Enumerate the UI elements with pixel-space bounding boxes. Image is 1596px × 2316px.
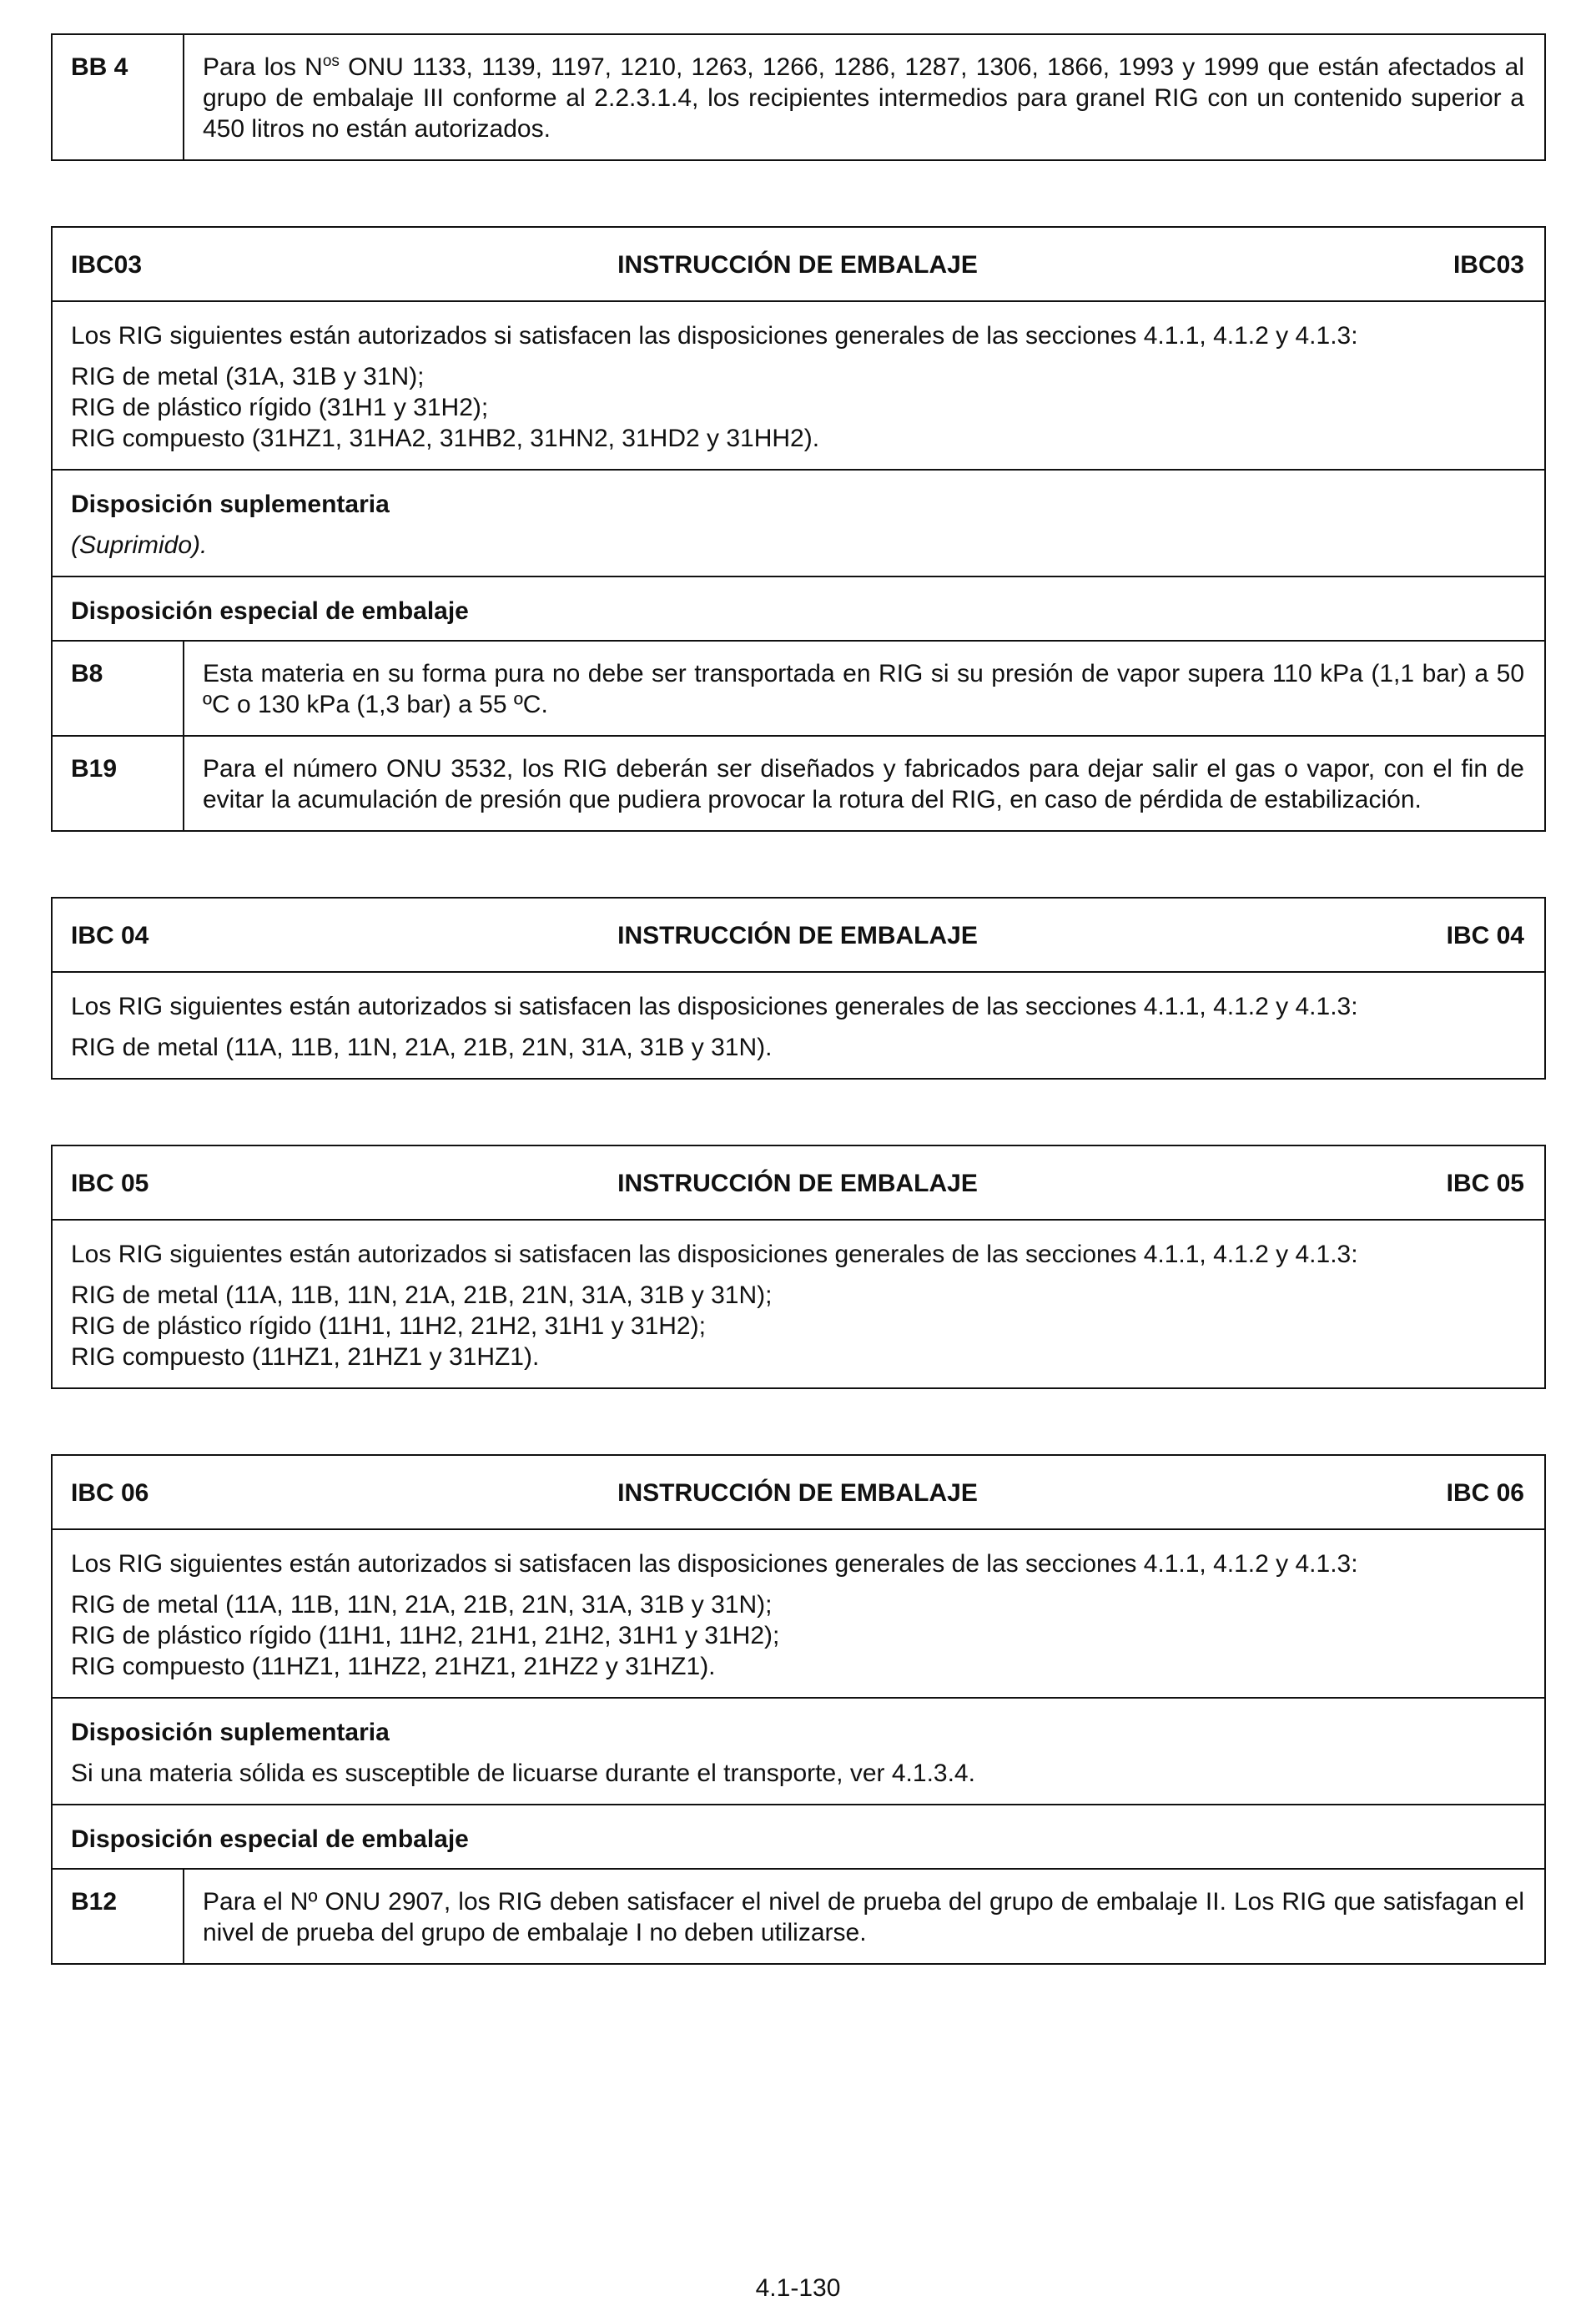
ibc03-line: RIG compuesto (31HZ1, 31HA2, 31HB2, 31HN2, 31HD2 y 31HH2). <box>71 425 820 452</box>
ibc06-supplementary <box>53 1697 1544 1804</box>
ibc04-intro: Los RIG siguientes están autorizados si satisfacen las disposiciones generales de las secciones 4.1.1, 4.1.2 y 4.1.3: <box>71 993 1358 1020</box>
ibc03-special-code: B19 <box>53 737 184 830</box>
ibc06-special-header <box>53 1804 1544 1868</box>
ibc03-special-header <box>53 576 1544 640</box>
ibc03-code-left: IBC03 <box>71 251 143 279</box>
ibc05-authorized <box>53 1219 1544 1387</box>
ibc05-line: RIG de metal (11A, 11B, 11N, 21A, 21B, 21N, 31A, 31B y 31N); <box>71 1281 773 1309</box>
ibc06-code-right: IBC 06 <box>1446 1479 1524 1507</box>
bb4-row <box>53 35 1544 159</box>
ibc03-line: RIG de plástico rígido (31H1 y 31H2); <box>71 394 489 421</box>
bb4-text <box>184 35 1544 159</box>
ibc06-special-row <box>53 1868 1544 1963</box>
ibc06-special-title: Disposición especial de embalaje <box>71 1825 469 1853</box>
ibc06-header <box>53 1456 1544 1528</box>
page-number: 4.1-130 <box>755 2274 841 2302</box>
ibc06-line: RIG de metal (11A, 11B, 11N, 21A, 21B, 21N, 31A, 31B y 31N); <box>71 1591 773 1619</box>
document-page <box>51 33 1546 1965</box>
ibc03-special-code: B8 <box>53 642 184 735</box>
ibc06-line: RIG compuesto (11HZ1, 11HZ2, 21HZ1, 21HZ2 y 31HZ1). <box>71 1653 716 1680</box>
ibc05-line: RIG de plástico rígido (11H1, 11H2, 21H2, 31H1 y 31H2); <box>71 1312 706 1340</box>
ibc05-line: RIG compuesto (11HZ1, 21HZ1 y 31HZ1). <box>71 1343 540 1371</box>
bb4-box <box>51 33 1546 161</box>
ibc06-sup-text: Si una materia sólida es susceptible de licuarse durante el transporte, ver 4.1.3.4. <box>71 1760 975 1787</box>
bb4-text-sup: os <box>322 53 340 70</box>
ibc05-box <box>51 1145 1546 1389</box>
bb4-text-part2: ONU 1133, 1139, 1197, 1210, 1263, 1266, 1286, 1287, 1306, 1866, 1993 y 1999 que están afectados al grupo de embalaje III conforme al 2.2.3.1.4, los recipientes intermedios para granel RIG con un contenido superior a 450 litros no están autorizados. <box>203 53 1525 143</box>
ibc03-sup-title: Disposición suplementaria <box>71 491 390 518</box>
ibc05-header <box>53 1146 1544 1219</box>
ibc03-intro: Los RIG siguientes están autorizados si satisfacen las disposiciones generales de las secciones 4.1.1, 4.1.2 y 4.1.3: <box>71 322 1358 350</box>
ibc05-title: INSTRUCCIÓN DE EMBALAJE <box>617 1170 978 1197</box>
ibc05-lines <box>71 1280 1524 1372</box>
ibc06-sup-title: Disposición suplementaria <box>71 1719 390 1746</box>
ibc03-special-row <box>53 735 1544 830</box>
ibc06-lines <box>71 1589 1524 1682</box>
ibc03-line: RIG de metal (31A, 31B y 31N); <box>71 363 425 390</box>
ibc06-box <box>51 1454 1546 1965</box>
ibc04-authorized <box>53 971 1544 1078</box>
ibc03-header <box>53 228 1544 300</box>
ibc05-code-right: IBC 05 <box>1446 1170 1524 1197</box>
ibc03-authorized <box>53 300 1544 469</box>
ibc04-code-left: IBC 04 <box>71 922 149 949</box>
ibc06-line: RIG de plástico rígido (11H1, 11H2, 21H1, 21H2, 31H1 y 31H2); <box>71 1622 780 1649</box>
ibc03-supplementary <box>53 469 1544 576</box>
ibc05-intro: Los RIG siguientes están autorizados si satisfacen las disposiciones generales de las secciones 4.1.1, 4.1.2 y 4.1.3: <box>71 1241 1358 1268</box>
ibc03-special-text: Esta materia en su forma pura no debe ser transportada en RIG si su presión de vapor supera 110 kPa (1,1 bar) a 50 ºC o 130 kPa (1,3 bar) a 55 ºC. <box>203 660 1524 718</box>
ibc06-special-text: Para el Nº ONU 2907, los RIG deben satisfacer el nivel de prueba del grupo de embalaje II. Los RIG que satisfagan el nivel de prueba del grupo de embalaje I no deben utilizarse. <box>203 1888 1524 1946</box>
ibc03-code-right: IBC03 <box>1453 251 1524 279</box>
ibc06-special-code: B12 <box>53 1870 184 1963</box>
ibc03-box <box>51 226 1546 832</box>
ibc03-special-row <box>53 640 1544 735</box>
ibc04-title: INSTRUCCIÓN DE EMBALAJE <box>617 922 978 949</box>
ibc03-special-title: Disposición especial de embalaje <box>71 597 469 625</box>
ibc03-special-text: Para el número ONU 3532, los RIG deberán ser diseñados y fabricados para dejar salir el gas o vapor, con el fin de evitar la acumulación de presión que pudiera provocar la rotura del RIG, en caso de pérdida de estabilización. <box>203 755 1524 813</box>
ibc06-title: INSTRUCCIÓN DE EMBALAJE <box>617 1479 978 1507</box>
ibc03-sup-text: (Suprimido). <box>71 531 208 559</box>
bb4-text-part1: Para los N <box>203 53 323 81</box>
ibc06-authorized <box>53 1528 1544 1697</box>
ibc04-code-right: IBC 04 <box>1446 922 1524 949</box>
bb4-code: BB 4 <box>53 35 184 159</box>
ibc06-code-left: IBC 06 <box>71 1479 149 1507</box>
ibc03-lines <box>71 361 1524 454</box>
ibc04-header <box>53 899 1544 971</box>
ibc03-title: INSTRUCCIÓN DE EMBALAJE <box>617 251 978 279</box>
ibc04-lines <box>71 1032 1524 1063</box>
ibc04-box <box>51 897 1546 1080</box>
ibc04-line: RIG de metal (11A, 11B, 11N, 21A, 21B, 21N, 31A, 31B y 31N). <box>71 1034 773 1061</box>
ibc05-code-left: IBC 05 <box>71 1170 149 1197</box>
ibc06-intro: Los RIG siguientes están autorizados si satisfacen las disposiciones generales de las secciones 4.1.1, 4.1.2 y 4.1.3: <box>71 1550 1358 1578</box>
